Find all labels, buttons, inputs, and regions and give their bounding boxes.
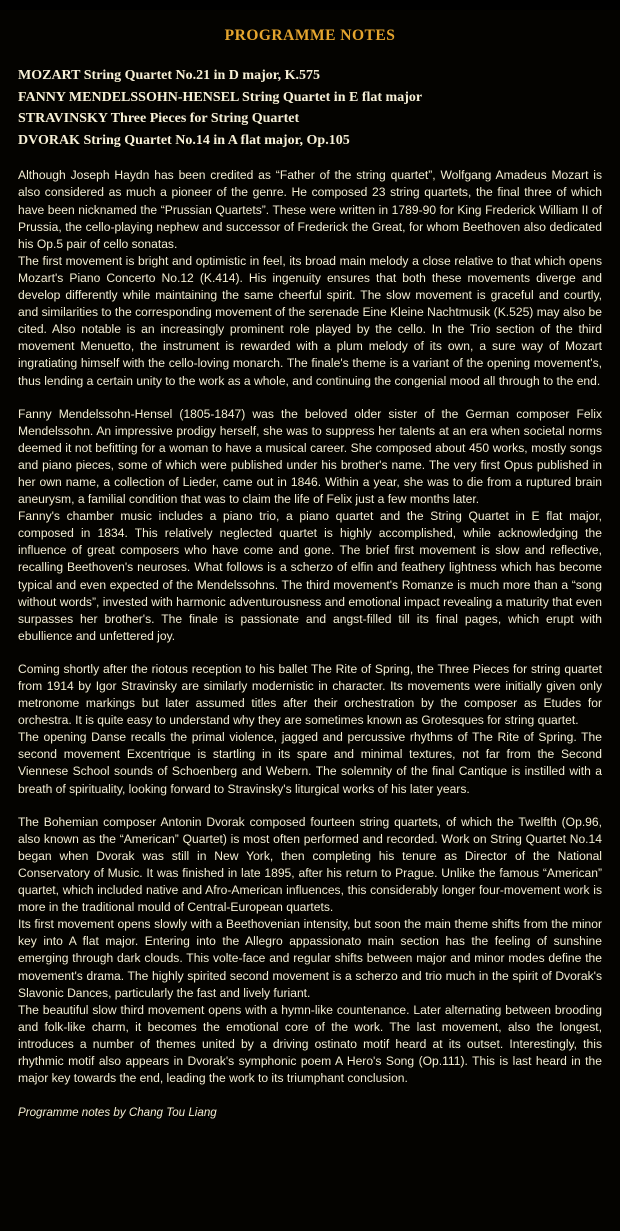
note-section-stravinsky: [18, 661, 602, 798]
works-list: [0, 65, 620, 151]
note-paragraph: The Bohemian composer Antonin Dvorak composed fourteen string quartets, of which the Twelfth (Op.96, also known as the “American” Quartet) is most often performed and recorded. Work on String Quartet No.14 began when Dvorak was still in New York, then completing his tenure as Director of the National Conservatory of Music. It was finished in late 1895, after his return to Prague. Unlike the famous “American” quartet, which included native and Afro-American influences, this considerably longer four-movement work is more in the traditional mould of Central-European quartets.: [18, 814, 602, 915]
work-item-label: STRAVINSKY Three Pieces for String Quartet: [18, 111, 300, 127]
work-item-label: DVORAK String Quartet No.14 in A flat major, Op.105: [18, 132, 350, 148]
note-paragraph: Coming shortly after the riotous reception to his ballet The Rite of Spring, the Three Pieces for string quartet from 1914 by Igor Stravinsky are similarly modernistic in character. Its movements were initially given only metronome markings but later assumed titles after their orchestration by the composer as Etudes for orchestra. It is quite easy to understand why they are sometimes known as Grotesques for string quartet.: [18, 661, 602, 728]
work-item-mendelssohn-hensel: [18, 87, 602, 109]
note-section-mendelssohn-hensel: [18, 406, 602, 645]
note-paragraph: The beautiful slow third movement opens with a hymn-like countenance. Later alternating between brooding and folk-like charm, it becomes the emotional core of the work. The last movement, also the longest, introduces a number of themes united by a driving ostinato motif heard at its outset. Interestingly, this rhythmic motif also appears in Dvorak's symphonic poem A Hero's Song (Op.111). This is last heard in the major key towards the end, leading the work to its triumphant conclusion.: [18, 1002, 602, 1086]
work-item-stravinsky: [18, 108, 602, 130]
attribution-line: Programme notes by Chang Tou Liang: [18, 1106, 217, 1120]
work-item-dvorak: [18, 130, 602, 152]
work-item-label: MOZART String Quartet No.21 in D major, K.575: [18, 68, 321, 84]
page-title: PROGRAMME NOTES: [224, 27, 396, 45]
note-section-dvorak: [18, 814, 602, 1088]
note-section-mozart: [18, 167, 602, 389]
work-item-mozart: [18, 65, 602, 87]
note-paragraph: Fanny Mendelssohn-Hensel (1805-1847) was the beloved older sister of the German composer Felix Mendelssohn. An impressive prodigy herself, she was to suppress her talents at an era when societal norms deemed it not befitting for a woman to have a musical career. She composed about 450 works, mostly songs and piano pieces, some of which were published under his brother's name. The very first Opus published in her own name, a collection of Lieder, came out in 1846. Within a year, she was to die from a ruptured brain aneurysm, a familial condition that was to claim the life of Felix just a few months later.: [18, 406, 602, 507]
note-paragraph: Its first movement opens slowly with a Beethovenian intensity, but soon the main theme shifts from the minor key into A flat major. Entering into the Allegro appassionato main section has the feeling of sunshine emerging through dark clouds. This volte-face and regular shifts between major and minor modes define the movement's drama. The highly spirited second movement is a scherzo and trio much in the spirit of Dvorak's Slavonic Dances, particularly the fast and lively furiant.: [18, 917, 602, 1000]
work-item-label: FANNY MENDELSSOHN-HENSEL String Quartet in E flat major: [18, 89, 423, 105]
note-paragraph: The first movement is bright and optimistic in feel, its broad main melody a close relative to that which opens Mozart's Piano Concerto No.12 (K.414). His ingenuity ensures that both these movements diverge and develop differently while maintaining the same cheerful spirit. The slow movement is graceful and courtly, and similarities to the corresponding movement of the serenade Eine Kleine Nachtmusik (K.525) may also be cited. Also notable is an increasingly prominent role played by the cello. In the Trio section of the third movement Menuetto, the instrument is rewarded with a plum melody of its own, a sure way of Mozart ingratiating himself with the cello-loving monarch. The finale's theme is a variant of the opening movement's, thus lending a certain unity to the work as a whole, and continuing the congenial mood all through to the end.: [18, 253, 602, 388]
note-paragraph: Although Joseph Haydn has been credited as “Father of the string quartet”, Wolfgang Amadeus Mozart is also considered as much a pioneer of the genre. He composed 23 string quartets, the final three of which have been nicknamed the “Prussian Quartets”. These were written in 1789-90 for King Frederick William II of Prussia, the cello-playing nephew and successor of Frederick the Great, for whom Beethoven also dedicated his Op.5 pair of cello sonatas.: [18, 168, 602, 251]
programme-notes-page: [0, 10, 620, 1231]
note-paragraph: The opening Danse recalls the primal violence, jagged and percussive rhythms of The Rite of Spring. The second movement Excentrique is startling in its spare and minimal textures, not far from the Second Viennese School sounds of Schoenberg and Webern. The solemnity of the final Cantique is instilled with a breath of spirituality, looking forward to Stravinsky's liturgical works of his later years.: [18, 730, 602, 796]
programme-notes-body: [0, 167, 620, 1087]
note-paragraph: Fanny's chamber music includes a piano trio, a piano quartet and the String Quartet in E flat major, composed in 1834. This relatively neglected quartet is highly accomplished, while acknowledging the influence of great composers who have come and gone. The brief first movement is slow and reflective, recalling Beethoven's neuroses. What follows is a scherzo of elfin and feathery lightness which has become typical and even expected of the Mendelssohns. The third movement's Romanze is much more than a “song without words”, invested with harmonic adventurousness and emotional impact revealing a maturity that even surpasses her brother's. The finale is passionate and angst-filled till its final pages, which erupt with ebullience and unfettered joy.: [18, 509, 602, 643]
